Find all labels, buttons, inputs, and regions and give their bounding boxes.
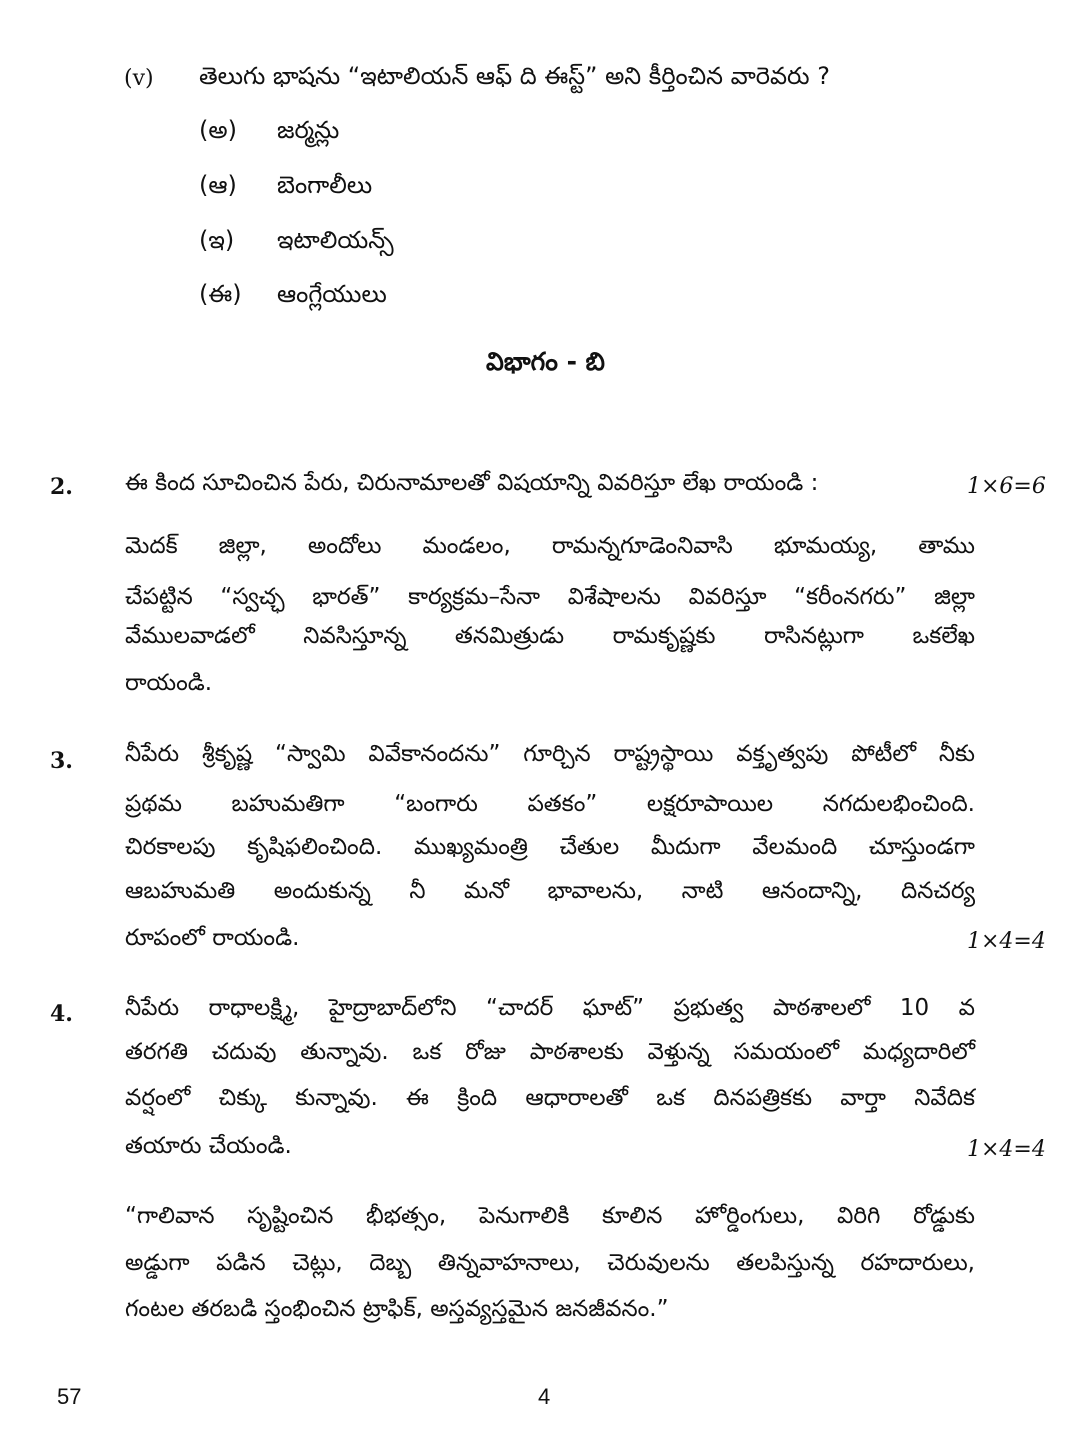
section-title: విభాగం - బి bbox=[486, 347, 605, 376]
option-i bbox=[199, 226, 394, 260]
question-4-quote-line: అడ్డుగా పడిన చెట్లు, దెబ్బ తిన్నవాహనాలు, చెరువులను తలపిస్తున్న రహదారులు, bbox=[125, 1250, 975, 1276]
question-3-line: ఆబహుమతి అందుకున్న నీ మనో భావాలను, నాటి ఆనందాన్ని, దినచర్య bbox=[125, 878, 975, 904]
option-ii bbox=[199, 280, 387, 314]
question-2-number: 2. bbox=[50, 474, 73, 500]
option-i-text: ఇటాలియన్స్ bbox=[277, 226, 394, 254]
question-v-text: తెలుగు భాషను “ఇటాలియన్ ఆఫ్ ది ఈస్ట్” అని కీర్తించిన వారెవరు ? bbox=[199, 62, 830, 90]
question-4-line: తయారు చేయండి. bbox=[125, 1133, 292, 1159]
option-aa-label: (ఆ) bbox=[199, 171, 237, 199]
question-3-marks: 1×4=4 bbox=[967, 929, 1046, 954]
question-2-marks: 1×6=6 bbox=[967, 474, 1046, 499]
question-2-heading: ఈ కింద సూచించిన పేరు, చిరునామాలతో విషయాన్ని వివరిస్తూ లేఖ రాయండి : bbox=[125, 470, 819, 496]
option-aa bbox=[199, 171, 372, 205]
question-3-line: ప్రథమ బహుమతిగా “బంగారు పతకం” లక్షరూపాయిల నగదులభించింది. bbox=[125, 791, 975, 817]
question-4-quote-line: గంటల తరబడి స్తంభించిన ట్రాఫిక్, అస్తవ్యస్తమైన జనజీవనం.” bbox=[125, 1296, 669, 1322]
option-a bbox=[199, 116, 339, 150]
question-4-line: నీపేరు రాధాలక్ష్మి, హైద్రాబాద్‌లోని “చాదర్ ఘాట్” ప్రభుత్వ పాఠశాలలో 10 వ bbox=[125, 995, 975, 1021]
option-ii-text: ఆంగ్లేయులు bbox=[277, 280, 387, 308]
question-3-line: చిరకాలపు కృషిఫలించింది. ముఖ్యమంత్రి చేతుల మీదుగా వేలమంది చూస్తుండగా bbox=[125, 834, 975, 860]
page-number: 4 bbox=[538, 1384, 551, 1409]
question-4-quote-line: “గాలివాన సృష్టించిన భీభత్సం, పెనుగాలికి కూలిన హోర్డింగులు, విరిగి రోడ్డుకు bbox=[125, 1203, 975, 1229]
option-a-label: (అ) bbox=[199, 116, 237, 144]
question-3-number: 3. bbox=[50, 748, 73, 774]
question-2-line: మెదక్ జిల్లా, అందోలు మండలం, రామన్నగూడెంనివాసి భూమయ్య, తాము bbox=[125, 533, 975, 559]
question-4-number: 4. bbox=[50, 1001, 73, 1027]
option-a-text: జర్మన్లు bbox=[277, 116, 340, 144]
question-2-line: చేపట్టిన “స్వచ్ఛ భారత్” కార్యక్రమ–సేనా విశేషాలను వివరిస్తూ “కరీంనగరు” జిల్లా bbox=[125, 584, 975, 610]
question-3-line: రూపంలో రాయండి. bbox=[125, 925, 300, 951]
question-4-marks: 1×4=4 bbox=[967, 1137, 1046, 1162]
option-aa-text: బెంగాలీలు bbox=[277, 171, 373, 199]
question-2-line: రాయండి. bbox=[125, 670, 213, 696]
option-ii-label: (ఈ) bbox=[199, 280, 242, 308]
question-2-line: వేములవాడలో నివసిస్తూన్న తనమిత్రుడు రామకృష్ణకు రాసినట్లుగా ఒకలేఖ bbox=[125, 623, 975, 649]
question-3-line: నీపేరు శ్రీకృష్ణ “స్వామి వివేకానందను” గూర్చిన రాష్ట్రస్థాయి వక్తృత్వపు పోటీలో నీకు bbox=[125, 741, 975, 767]
question-v-number: (v) bbox=[124, 66, 154, 91]
question-4-line: తరగతి చదువు తున్నావు. ఒక రోజు పాఠశాలకు వెళ్తున్న సమయంలో మధ్యదారిలో bbox=[125, 1039, 975, 1065]
question-4-line: వర్షంలో చిక్కు కున్నావు. ఈ క్రింది ఆధారాలతో ఒక దినపత్రికకు వార్తా నివేదిక bbox=[125, 1085, 975, 1111]
option-i-label: (ఇ) bbox=[199, 226, 235, 254]
paper-code: 57 bbox=[57, 1384, 82, 1409]
